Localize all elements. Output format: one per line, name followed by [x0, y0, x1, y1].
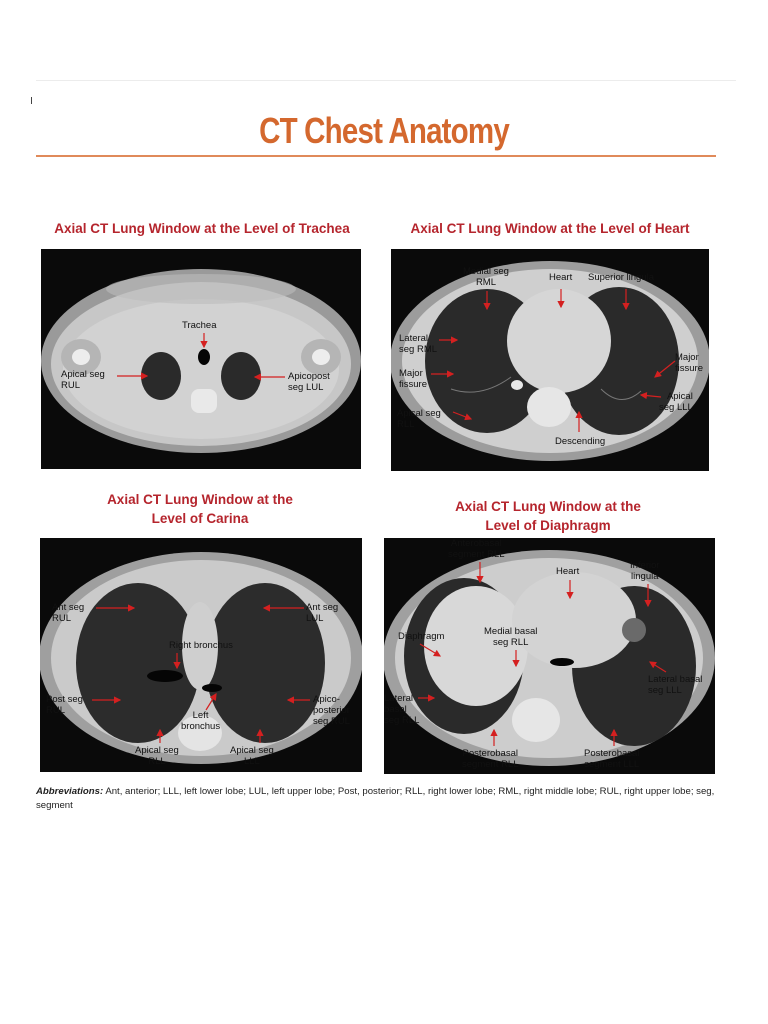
label-descending: Descending	[555, 436, 606, 447]
panel-title-trachea: Axial CT Lung Window at the Level of Trachea	[54, 221, 350, 236]
abbreviations-heading: Abbreviations:	[36, 786, 104, 797]
margin-mark	[31, 97, 32, 104]
title-rule	[36, 155, 716, 157]
top-divider	[36, 80, 736, 81]
label-major-fissure-left: Major fissure	[675, 352, 703, 374]
label-right-bronchus: Right bronchus	[169, 640, 233, 651]
label-ant-seg-rul: Ant seg RUL	[52, 602, 85, 624]
abbreviations-text: Ant, anterior; LLL, left lower lobe; LUL, left upper lobe; Post, posterior; RLL, right lower lobe; RML, right middle lobe; RUL, right upper lobe; seg, segment	[36, 786, 715, 811]
label-posterobasal-segment-rll: Posterobasal segment RLL	[462, 748, 519, 770]
label-lateral-basal-seg-rll: Lateral basal seg RLL	[384, 693, 420, 726]
label-apical-seg-rll: Apical seg RLL	[397, 408, 441, 430]
panel-title-carina: Axial CT Lung Window at the Level of Carina	[107, 492, 293, 526]
label-apical-seg-lll: Apical seg LLL	[659, 391, 693, 413]
label-lateral-basal-seg-lll: Lateral basal seg LLL	[648, 674, 703, 696]
label-left-bronchus: Left bronchus	[181, 710, 221, 732]
abbreviations-note	[36, 785, 726, 813]
page-title: CT Chest Anatomy	[259, 110, 509, 151]
label-apicoposterior-seg: Apico- posterior seg RUL	[313, 694, 350, 727]
arrows-heart	[391, 249, 709, 471]
label-superior-lingula: Superior lingula	[588, 272, 655, 283]
label-trachea: Trachea	[182, 320, 217, 331]
arrows-carina	[40, 538, 362, 772]
label-posterobasal-segment-lll: Posterobasal segment LLL	[584, 748, 640, 770]
label-apicopost-seg-lul: Apicopost seg LUL	[288, 371, 330, 393]
label-anterobasal-segment-rll: Anterobasal segment RLL	[448, 538, 505, 560]
label-medial-basal-seg-rll: Medial basal seg RLL	[484, 626, 538, 648]
label-ant-seg-lul: Ant seg LUL	[306, 602, 339, 624]
label-heart: Heart	[549, 272, 573, 283]
label-heart: Heart	[556, 566, 580, 577]
label-lateral-seg-rml: Lateral seg RML	[399, 333, 438, 355]
ct-image-diaphragm	[384, 538, 715, 774]
label-inferior-lingula: Inferior lingula	[630, 560, 660, 582]
label-medial-seg-rml: Medial seg RML	[463, 266, 509, 288]
arrows-diaphragm	[384, 538, 715, 774]
ct-image-carina	[40, 538, 362, 772]
label-post-seg-rul: Post seg RUL	[46, 694, 83, 716]
arrows-trachea	[41, 249, 361, 469]
panel-title-heart: Axial CT Lung Window at the Level of Heart	[410, 221, 690, 236]
label-apical-seg-rll: Apical seg RLL	[135, 745, 179, 767]
panel-title-diaphragm: Axial CT Lung Window at the Level of Diaphragm	[455, 499, 641, 533]
ct-image-trachea	[41, 249, 361, 469]
ct-image-heart	[391, 249, 709, 471]
label-major-fissure-right: Major fissure	[399, 368, 427, 390]
label-apical-seg-rul: Apical seg RUL	[61, 369, 105, 391]
label-diaphragm: Diaphragm	[398, 631, 445, 642]
label-apical-seg-lll: Apical seg LLL	[230, 745, 274, 767]
